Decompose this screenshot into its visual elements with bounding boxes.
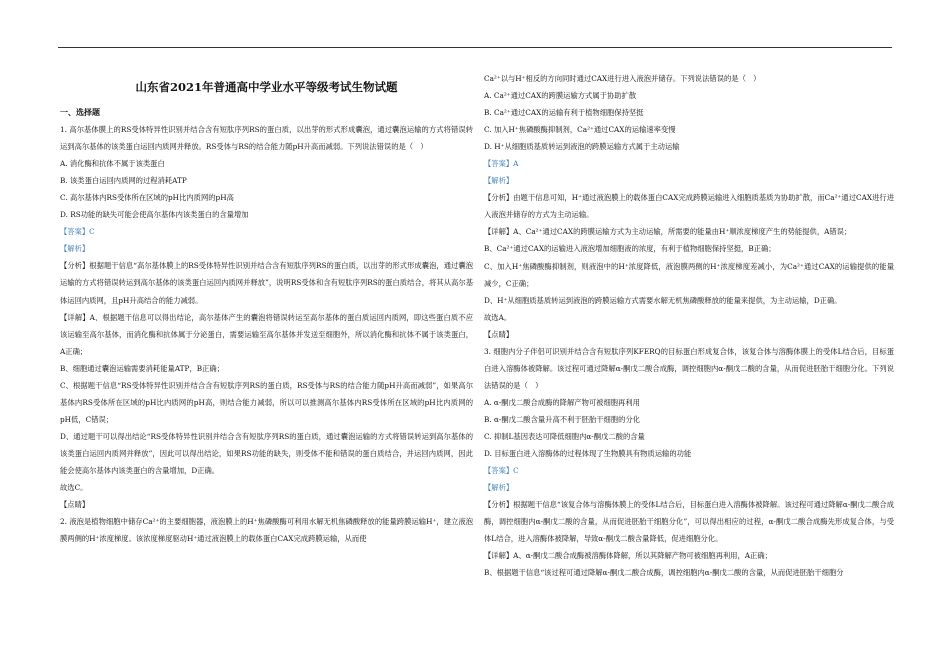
right-paragraph: 【答案】C bbox=[484, 466, 519, 476]
right-paragraph: B. α-酮戊二酸含量升高不利于胚胎干细胞的分化 bbox=[484, 414, 641, 424]
left-paragraph: D. RS功能的缺失可能会使高尔基体内该类蛋白的含量增加 bbox=[60, 210, 249, 220]
left-paragraph: 【详解】A、根据题干信息可以得出结论，高尔基体产生的囊泡将错误转运至高尔基体的蛋白质运回内质网，即这些蛋白质不应该运输至高尔基体，而消化酶和抗体属于分泌蛋白，需要运输至高尔基体并发送至细胞外，所以消化酶和抗体不属于该类蛋白，A正确； bbox=[60, 312, 473, 356]
right-paragraph: 3. 细胞内分子伴侣可识别并结合含有短肽序列KFERQ的目标蛋白形成复合体，该复合体与溶酶体膜上的受体L结合后，目标蛋白进入溶酶体被降解。该过程可通过降解α-酮戊二酸合成酶，调控细胞内α-酮戊二酸的含量，从而促进胚胎干细胞分化。下列说法错误的是（ ） bbox=[484, 346, 894, 390]
right-paragraph: B、根据题干信息“该过程可通过降解α-酮戊二酸合成酶，调控细胞内α-酮戊二酸的含量，从而促进胚胎干细胞分 bbox=[484, 568, 844, 578]
right-paragraph: 故选A。 bbox=[484, 312, 512, 322]
left-paragraph: B、细胞通过囊泡运输需要消耗能量ATP，B正确； bbox=[60, 363, 225, 373]
left-paragraph: 故选C。 bbox=[60, 483, 88, 493]
right-paragraph: B、Ca²⁺通过CAX的运输进入液泡增加细胞液的浓度，有利于植物细胞保持坚挺，B正确； bbox=[484, 244, 776, 254]
right-paragraph: C. 加入H⁺焦磷酸酶抑制剂，Ca²⁺通过CAX的运输速率变慢 bbox=[484, 125, 676, 135]
right-paragraph: A. α-酮戊二酸合成酶的降解产物可被细胞再利用 bbox=[484, 397, 640, 407]
right-paragraph: 【解析】 bbox=[484, 483, 514, 493]
right-column bbox=[484, 70, 894, 581]
right-paragraph: 【详解】A、Ca²⁺通过CAX的跨膜运输方式为主动运输，所需要的能量由H⁺顺浓度梯度产生的势能提供，A错误； bbox=[484, 227, 852, 237]
right-paragraph: D、H⁺从细胞质基质转运到液泡的跨膜运输方式需要水解无机焦磷酸释放的能量来提供，为主动运输，D正确。 bbox=[484, 295, 842, 305]
right-paragraph: 【解析】 bbox=[484, 176, 514, 186]
right-paragraph: 【答案】A bbox=[484, 159, 519, 169]
right-paragraph: A. Ca²⁺通过CAX的跨膜运输方式属于协助扩散 bbox=[484, 91, 637, 101]
right-paragraph: B. Ca²⁺通过CAX的运输有利于植物细胞保持坚挺 bbox=[484, 108, 644, 118]
top-rule bbox=[58, 47, 892, 48]
right-paragraph: C. 抑制L基因表达可降低细胞内α-酮戊二酸的含量 bbox=[484, 431, 645, 441]
right-paragraph: Ca²⁺以与H⁺相反的方向同时通过CAX进行进入液泡并储存。下列说法错误的是（ ） bbox=[484, 74, 761, 83]
left-column bbox=[60, 70, 473, 547]
right-paragraph: 【分析】由题干信息可知，H⁺通过液泡膜上的载体蛋白CAX完成跨膜运输进入细胞质基质为协助扩散，而Ca²⁺通过CAX进行进入液泡并储存的方式为主动运输。 bbox=[484, 193, 894, 220]
left-paragraph: 2. 液泡是植物细胞中储存Ca²⁺的主要细胞器，液泡膜上的H⁺焦磷酸酶可利用水解无机焦磷酸释放的能量跨膜运输H⁺，建立液泡膜两侧的H⁺浓度梯度。该浓度梯度驱动H⁺通过液泡膜上的载体蛋白CAX完成跨膜运输，从而使 bbox=[60, 517, 473, 544]
left-paragraph: 【点睛】 bbox=[60, 500, 90, 510]
right-paragraph: D. 目标蛋白进入溶酶体的过程体现了生物膜具有物质运输的功能 bbox=[484, 449, 692, 459]
left-paragraph: D、通过题干可以得出结论“RS受体特异性识别并结合含有短肽序列RS的蛋白质，通过囊泡运输的方式将错误转运到高尔基体的该类蛋白运回内质网并释放”，因此可以得出结论，如果RS功能的缺失，则受体不能和错误的蛋白质结合，并运回内质网，因此能会使高尔基体内该类蛋白的含量增加，D正确。 bbox=[60, 431, 473, 475]
right-paragraph: 【详解】A、α-酮戊二酸合成酶被溶酶体降解，所以其降解产物可被细胞再利用，A正确； bbox=[484, 551, 772, 561]
left-paragraph: A. 消化酶和抗体不属于该类蛋白 bbox=[60, 159, 165, 169]
left-paragraph: 【答案】C bbox=[60, 227, 95, 237]
right-paragraph: C、加入H⁺焦磷酸酶抑制剂，则液泡中的H⁺浓度降低，液泡膜两侧的H⁺浓度梯度差减小，为Ca²⁺通过CAX的运输提供的能量减少，C正确； bbox=[484, 261, 894, 288]
section-heading: 一、选择题 bbox=[60, 107, 100, 117]
right-paragraph: 【分析】根据题干信息“该复合体与溶酶体膜上的受体L结合后，目标蛋白进入溶酶体被降解。该过程可通过降解α-酮戊二酸合成酶，调控细胞内α-酮戊二酸的含量，从而促进胚胎干细胞分化”，可以得出相应的过程，α-酮戊二酸合成酶先形成复合体，与受体L结合，进入溶酶体被降解，导致α-酮戊二酸含量降低，促进细胞分化。 bbox=[484, 500, 894, 544]
left-paragraph: C、根据题干信息“RS受体特异性识别并结合含有短肽序列RS的蛋白质，RS受体与RS的结合能力随pH升高而减弱”，如果高尔基体内RS受体所在区域的pH比内质网的pH高，则结合能力减弱，所以可以推测高尔基体内RS受体所在区域的pH比内质网的pH低，C错误； bbox=[60, 380, 473, 424]
left-paragraph: B. 该类蛋白运回内质网的过程消耗ATP bbox=[60, 176, 187, 186]
left-paragraph: C. 高尔基体内RS受体所在区域的pH比内质网的pH高 bbox=[60, 193, 234, 203]
left-paragraph: 1. 高尔基体膜上的RS受体特异性识别并结合含有短肽序列RS的蛋白质，以出芽的形式形成囊泡，通过囊泡运输的方式将错误转运到高尔基体的该类蛋白运回内质网并释放。RS受体与RS的结合能力随pH升高而减弱。下列说法错误的是（ ） bbox=[60, 125, 473, 152]
page-title: 山东省2021年普通高中学业水平等级考试生物试题 bbox=[135, 80, 398, 94]
left-paragraph: 【解析】 bbox=[60, 244, 90, 254]
left-paragraph: 【分析】根据题干信息“高尔基体膜上的RS受体特异性识别并结合含有短肽序列RS的蛋白质，以出芽的形式形成囊泡，通过囊泡运输的方式将错误转运到高尔基体的该类蛋白运回内质网并释放”，说明RS受体和含有短肽序列RS的蛋白质结合，将其从高尔基体运回内质网，且pH升高结合的能力减弱。 bbox=[60, 261, 473, 305]
right-paragraph: 【点睛】 bbox=[484, 329, 514, 339]
right-paragraph: D. H⁺从细胞质基质转运到液泡的跨膜运输方式属于主动运输 bbox=[484, 142, 680, 152]
